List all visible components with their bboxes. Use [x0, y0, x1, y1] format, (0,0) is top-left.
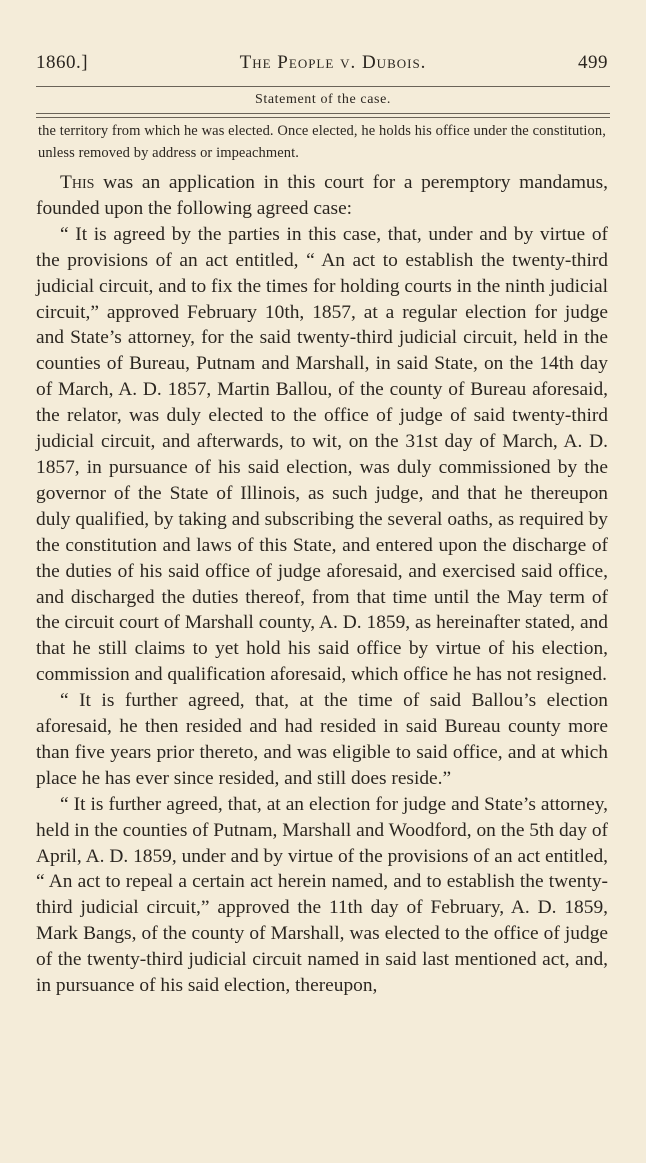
running-head	[36, 52, 608, 74]
header-year: 1860.]	[36, 52, 89, 73]
intro-lead-word: This	[60, 172, 95, 193]
header-page-number: 499	[577, 52, 608, 73]
intro-paragraph	[36, 170, 608, 222]
agreed-case-paragraph-2: “ It is further agreed, that, at the time of said Ballou’s election aforesaid, he then resided and had resided in said Bureau county more than five years prior thereto, and was eligible to said office, and at which place he has ever since resided, and still does reside.”	[36, 690, 608, 789]
subheading: Statement of the case.	[254, 92, 392, 107]
headnote-text: the territory from which he was elected. Once elected, he holds his office under the constitution, unless removed by address or impeachment.	[38, 123, 606, 161]
header-rule	[36, 86, 610, 87]
agreed-case-paragraph-3: “ It is further agreed, that, at an election for judge and State’s attorney, held in the counties of Putnam, Marshall and Woodford, on the 5th day of April, A. D. 1859, under and by virtue of the provisions of an act entitled, “ An act to repeal a certain act herein named, and to establish the twenty-third judicial circuit,” approved the 11th day of February, A. D. 1859, Mark Bangs, of the county of Marshall, was elected to the office of judge of the twenty-third judicial circuit named in said last mentioned act, and, in pursuance of his said election, thereupon,	[36, 793, 608, 997]
intro-text: was an application in this court for a peremptory mandamus, founded upon the following agreed case:	[36, 172, 608, 219]
statement-body	[36, 170, 608, 999]
subheading-rule-top	[36, 113, 610, 114]
subheading-rule-bottom	[36, 117, 610, 118]
agreed-case-paragraph-1: “ It is agreed by the parties in this case, that, under and by virtue of the provisions of an act entitled, “ An act to establish the twenty-third judicial circuit, and to fix the times for holding courts in the ninth judicial circuit,” approved February 10th, 1857, at a regular election for judge and State’s attorney, for the said twenty-third judicial circuit, held in the counties of Bureau, Putnam and Marshall, in said State, on the 14th day of March, A. D. 1857, Martin Ballou, of the county of Bureau aforesaid, the relator, was duly elected to the office of judge of said twenty-third judicial circuit, and afterwards, to wit, on the 31st day of March, A. D. 1857, in pursuance of his said election, was duly commissioned by the governor of the State of Illinois, as such judge, and that he thereupon duly qualified, by taking and subscribing the several oaths, as required by the constitution and laws of this State, and entered upon the discharge of the duties of his said office of judge aforesaid, and exercised said office, and discharged the duties thereof, from that time until the May term of the circuit court of Marshall county, A. D. 1859, as hereinafter stated, and that he still claims to yet hold his said office by virtue of his election, commission and qualification aforesaid, which office he has not resigned.	[36, 223, 608, 686]
header-case-title: The People v. Dubois.	[239, 52, 427, 73]
